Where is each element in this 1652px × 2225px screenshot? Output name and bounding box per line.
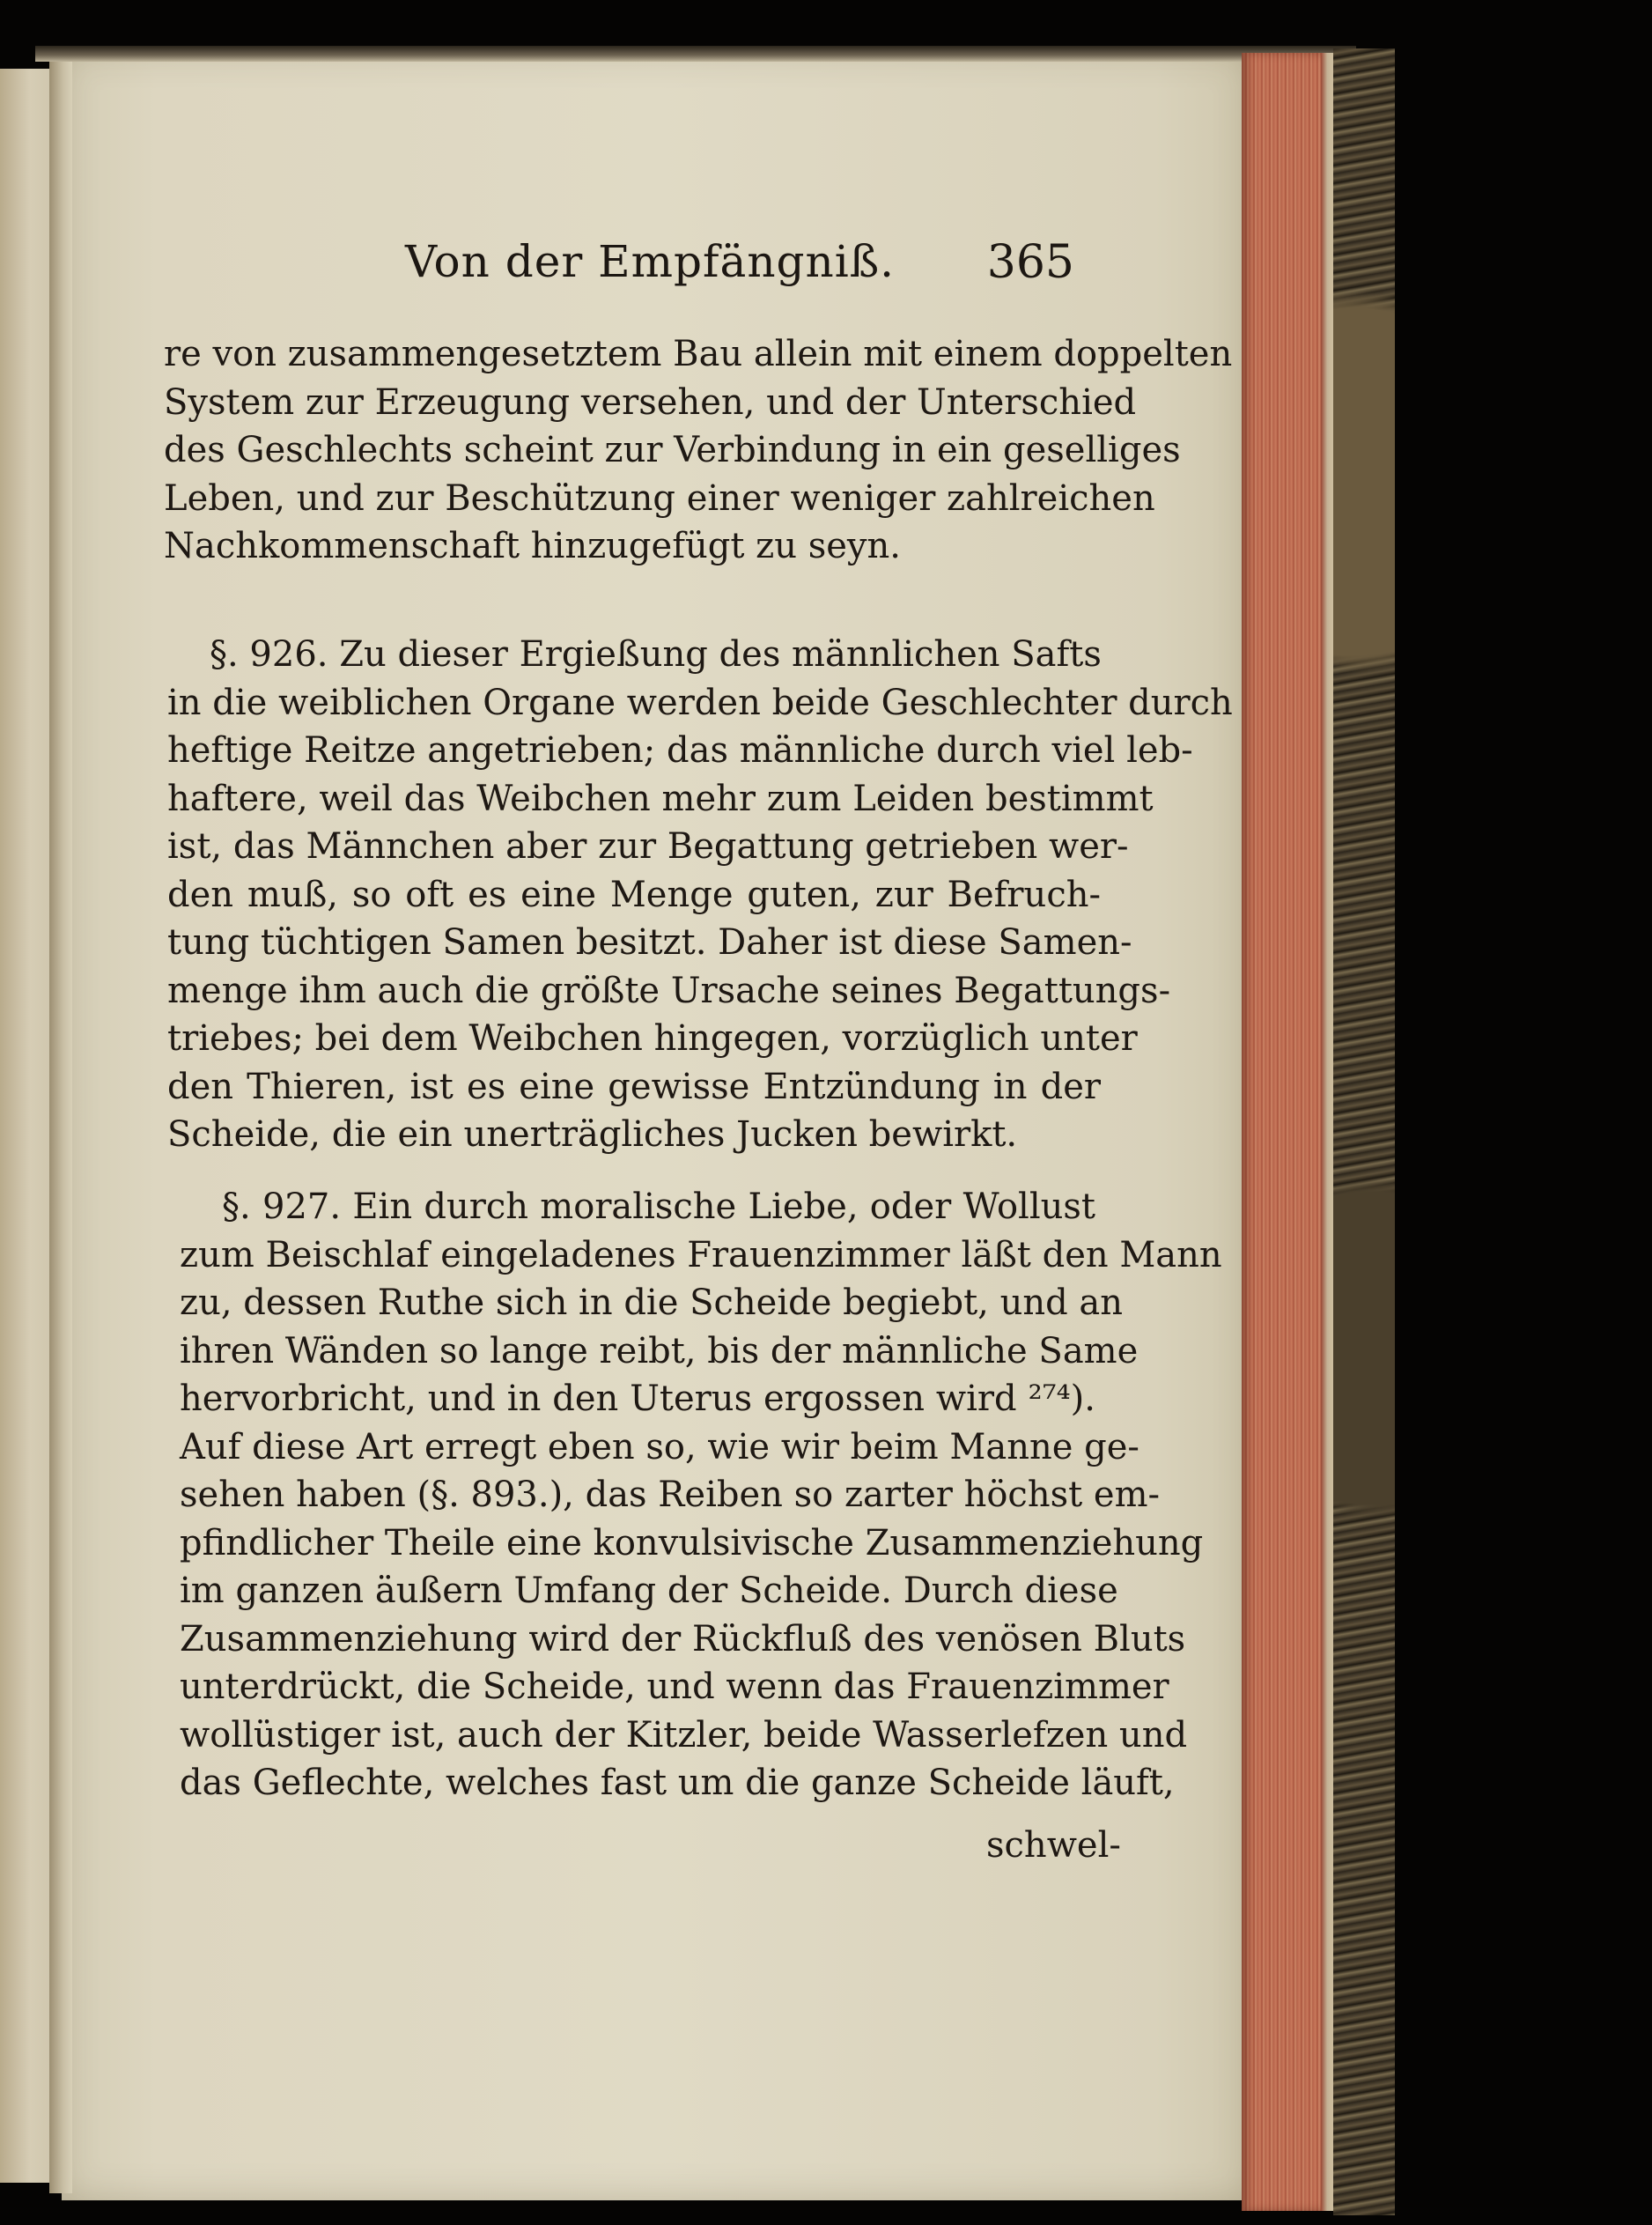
paragraph-continuation (164, 330, 1233, 571)
text-line: menge ihm auch die größte Ursache seines Begattungs- (167, 970, 1171, 1011)
text-line: in die weiblichen Organe werden beide Geschlechter durch (167, 682, 1233, 723)
text-line: den Thieren, ist es eine gewisse Entzündung in der (167, 1066, 1101, 1107)
text-line: Auf diese Art erregt eben so, wie wir beim Manne ge- (180, 1426, 1139, 1467)
text-line: sehen haben (§. 893.), das Reiben so zarter höchst em- (180, 1475, 1161, 1515)
red-page-edges (1242, 53, 1330, 2211)
text-line: re von zusammengesetztem Bau allein mit einem doppelten (164, 334, 1233, 374)
text-line: Nachkommenschaft hinzugefügt zu seyn. (164, 526, 901, 566)
text-line: triebes; bei dem Weibchen hingegen, vorzüglich unter (167, 1018, 1138, 1059)
text-line: wollüstiger ist, auch der Kitzler, beide Wasserlefzen und (180, 1714, 1188, 1756)
text-line: pfindlicher Theile eine konvulsivische Zusammenziehung (180, 1522, 1204, 1563)
text-line: Leben, und zur Beschützung einer weniger zahlreichen (164, 477, 1155, 519)
page-top-edge (35, 46, 1356, 62)
marbled-cover (1333, 48, 1395, 2215)
book-gutter (49, 62, 72, 2193)
text-line: hervorbricht, und in den Uterus ergossen wird ²⁷⁴). (180, 1379, 1095, 1419)
text-line: Scheide, die ein unerträgliches Jucken bewirkt. (167, 1114, 1018, 1155)
text-line: im ganzen äußern Umfang der Scheide. Durch diese (180, 1571, 1118, 1611)
text-line: §. 926. Zu dieser Ergießung des männlichen Safts (210, 634, 1102, 675)
facing-page-edge (0, 69, 55, 2183)
text-line: Zusammenziehung wird der Rückfluß des venösen Bluts (180, 1618, 1186, 1660)
text-line: ist, das Männchen aber zur Begattung getrieben wer- (167, 826, 1129, 867)
paragraph-926 (167, 631, 1233, 1159)
text-line: §. 927. Ein durch moralische Liebe, oder Wollust (222, 1186, 1095, 1227)
catchword: schwel- (986, 1825, 1121, 1866)
text-line: unterdrückt, die Scheide, und wenn das Frauenzimmer (180, 1667, 1169, 1707)
paragraph-927 (180, 1183, 1222, 1807)
text-line: das Geflechte, welches fast um die ganze Scheide läuft, (180, 1763, 1175, 1803)
text-line: ihren Wänden so lange reibt, bis der männliche Same (180, 1330, 1139, 1371)
text-line: haftere, weil das Weibchen mehr zum Leiden bestimmt (167, 778, 1154, 819)
running-title: Von der Empfängniß. (405, 236, 896, 287)
text-line: des Geschlechts scheint zur Verbindung in ein geselliges (164, 430, 1181, 470)
text-line: heftige Reitze angetrieben; das männliche durch viel leb- (167, 730, 1193, 771)
text-line: zum Beischlaf eingeladenes Frauenzimmer läßt den Mann (180, 1234, 1222, 1275)
text-line: zu, dessen Ruthe sich in die Scheide begiebt, und an (180, 1283, 1124, 1323)
text-line: den muß, so oft es eine Menge guten, zur Befruch- (167, 874, 1101, 915)
page-number: 365 (986, 236, 1074, 289)
running-head (405, 236, 1074, 298)
text-line: System zur Erzeugung versehen, und der Unterschied (164, 381, 1137, 423)
text-line: tung tüchtigen Samen besitzt. Daher ist diese Samen- (167, 922, 1132, 963)
